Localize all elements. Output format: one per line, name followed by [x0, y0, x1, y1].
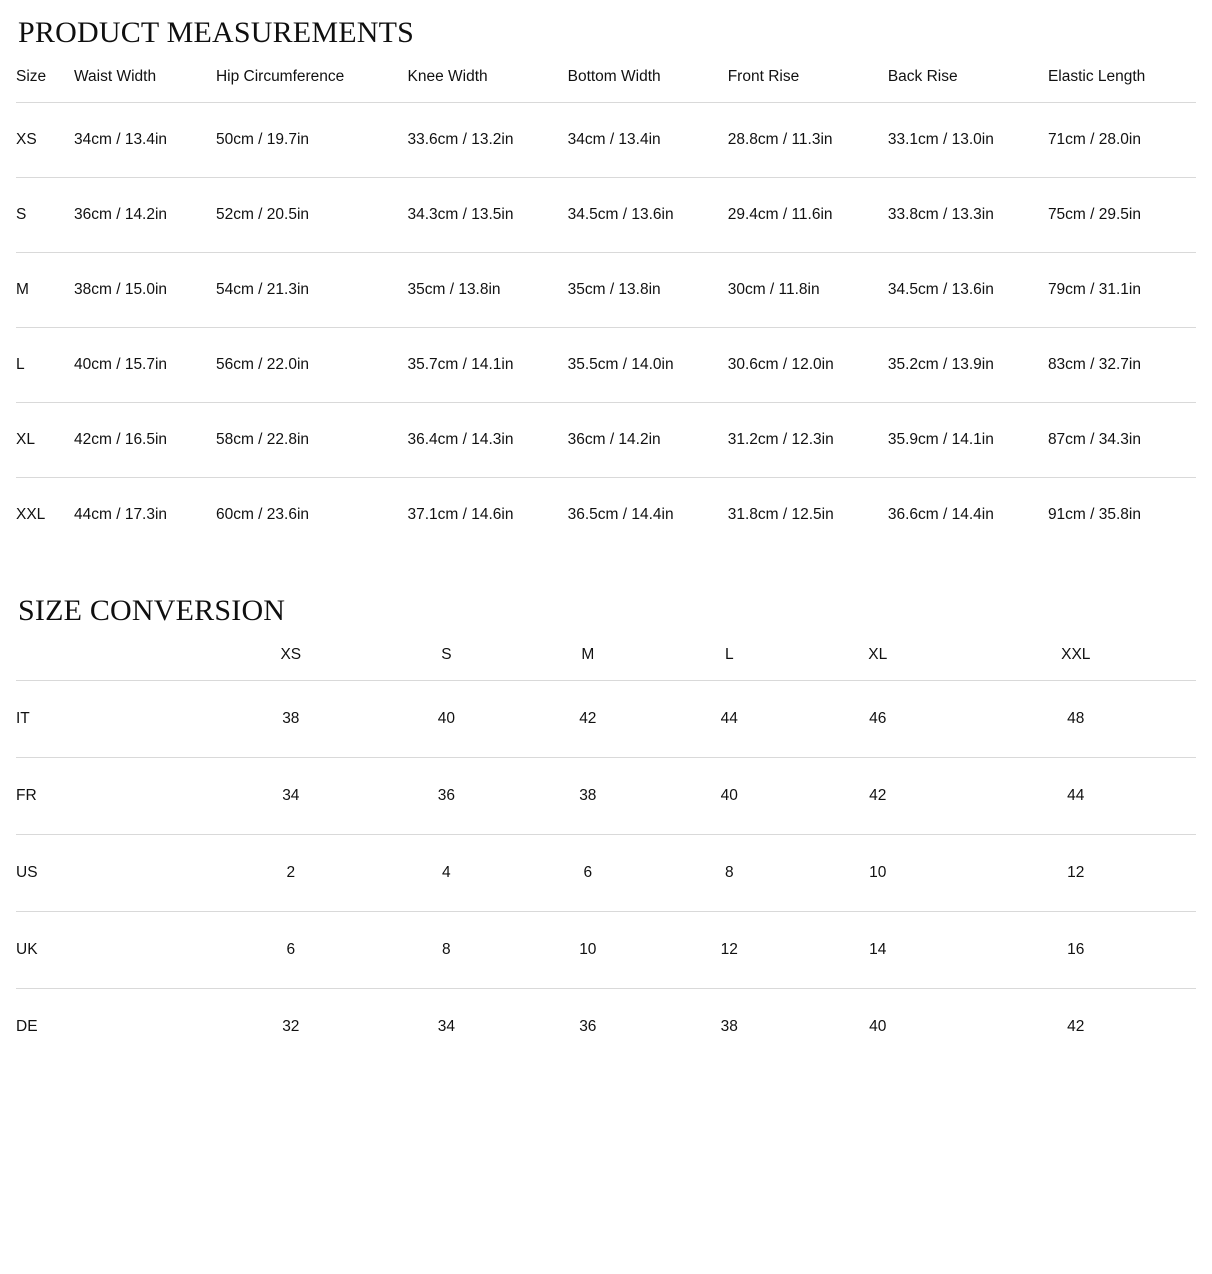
measurements-header-cell: Size	[16, 64, 74, 103]
measurements-table-body	[16, 103, 1196, 553]
measurements-cell: 35.7cm / 14.1in	[408, 328, 568, 403]
measurements-cell: 34.3cm / 13.5in	[408, 178, 568, 253]
measurements-cell: 35cm / 13.8in	[568, 253, 728, 328]
measurements-cell: 33.6cm / 13.2in	[408, 103, 568, 178]
measurements-cell: 31.8cm / 12.5in	[727, 506, 834, 523]
conversion-cell: 38	[517, 758, 658, 835]
conversion-header-cell: S	[376, 642, 517, 681]
table-row	[16, 328, 1196, 403]
table-row	[16, 681, 1196, 758]
measurements-header-cell: Elastic Length	[1048, 64, 1196, 103]
conversion-cell: 38	[206, 681, 376, 758]
measurements-cell: 58cm / 22.8in	[216, 403, 408, 478]
measurements-cell: 33.1cm / 13.0in	[888, 103, 1048, 178]
table-row	[16, 403, 1196, 478]
measurements-header-cell: Front Rise	[728, 64, 888, 103]
measurements-cell: 52cm / 20.5in	[216, 178, 408, 253]
table-row	[16, 912, 1196, 989]
measurements-cell: 30.6cm / 12.0in	[728, 328, 888, 403]
measurements-cell: 71cm / 28.0in	[1048, 103, 1196, 178]
conversion-cell: 36	[579, 1018, 597, 1035]
measurements-cell: 34cm / 13.4in	[74, 103, 216, 178]
conversion-cell: US	[16, 835, 206, 912]
conversion-header-cell: XXL	[956, 642, 1196, 681]
measurements-cell: 30cm / 11.8in	[728, 253, 888, 328]
conversion-cell: 2	[206, 835, 376, 912]
size-conversion-title: SIZE CONVERSION	[18, 594, 286, 627]
conversion-cell: 14	[800, 912, 956, 989]
measurements-cell: L	[16, 328, 74, 403]
measurements-header-cell: Hip Circumference	[216, 64, 408, 103]
table-row	[16, 103, 1196, 178]
table-row	[16, 835, 1196, 912]
conversion-cell: 40	[376, 681, 517, 758]
measurements-cell: XS	[16, 103, 74, 178]
measurements-cell: 75cm / 29.5in	[1048, 178, 1196, 253]
conversion-cell: 10	[800, 835, 956, 912]
conversion-cell: 40	[869, 1018, 887, 1035]
measurements-table-head	[16, 64, 1196, 103]
measurements-cell: 36.4cm / 14.3in	[408, 403, 568, 478]
conversion-header-cell	[16, 642, 206, 681]
conversion-cell: 42	[1067, 1018, 1085, 1035]
product-measurements-title: PRODUCT MEASUREMENTS	[18, 16, 415, 49]
conversion-cell: 38	[720, 1018, 738, 1035]
conversion-table-head	[16, 642, 1196, 681]
measurements-header-cell: Waist Width	[74, 64, 216, 103]
measurements-cell: 36.6cm / 14.4in	[887, 506, 994, 523]
measurements-cell: 50cm / 19.7in	[216, 103, 408, 178]
conversion-header-row	[16, 642, 1196, 681]
table-row	[16, 758, 1196, 835]
conversion-cell: 34	[206, 758, 376, 835]
conversion-cell: 42	[517, 681, 658, 758]
measurements-cell: 37.1cm / 14.6in	[407, 506, 514, 523]
measurements-header-cell: Back Rise	[888, 64, 1048, 103]
conversion-cell: 6	[517, 835, 658, 912]
conversion-table-body	[16, 681, 1196, 1066]
measurements-cell: 33.8cm / 13.3in	[888, 178, 1048, 253]
conversion-cell: 8	[376, 912, 517, 989]
measurements-cell: 91cm / 35.8in	[1047, 506, 1141, 523]
product-measurements-table	[16, 64, 1196, 552]
conversion-cell: 44	[956, 758, 1196, 835]
table-row	[16, 478, 1196, 553]
conversion-header-cell: L	[659, 642, 800, 681]
table-row	[16, 253, 1196, 328]
measurements-cell: 54cm / 21.3in	[216, 253, 408, 328]
measurements-cell: 35cm / 13.8in	[408, 253, 568, 328]
conversion-header-cell: XS	[206, 642, 376, 681]
measurements-cell: 36.5cm / 14.4in	[567, 506, 674, 523]
conversion-cell: 16	[956, 912, 1196, 989]
conversion-cell: 42	[800, 758, 956, 835]
conversion-cell: 44	[659, 681, 800, 758]
measurements-cell: M	[16, 253, 74, 328]
conversion-cell: 8	[659, 835, 800, 912]
measurements-cell: 42cm / 16.5in	[74, 403, 216, 478]
measurements-cell: 60cm / 23.6in	[215, 506, 310, 523]
measurements-cell: XXL	[16, 506, 46, 523]
measurements-cell: 34cm / 13.4in	[568, 103, 728, 178]
measurements-cell: 29.4cm / 11.6in	[728, 178, 888, 253]
table-row	[16, 989, 1196, 1066]
conversion-cell: 4	[376, 835, 517, 912]
conversion-cell: 36	[376, 758, 517, 835]
conversion-cell: 12	[659, 912, 800, 989]
measurements-header-cell: Bottom Width	[568, 64, 728, 103]
measurements-cell: 35.5cm / 14.0in	[568, 328, 728, 403]
conversion-header-cell: XL	[800, 642, 956, 681]
conversion-header-cell: M	[517, 642, 658, 681]
measurements-header-cell: Knee Width	[408, 64, 568, 103]
conversion-cell: 10	[517, 912, 658, 989]
measurements-cell: 83cm / 32.7in	[1048, 328, 1196, 403]
measurements-cell: XL	[16, 403, 74, 478]
table-row	[16, 178, 1196, 253]
conversion-cell: 34	[437, 1018, 455, 1035]
measurements-cell: 44cm / 17.3in	[74, 506, 168, 523]
conversion-cell: 6	[206, 912, 376, 989]
measurements-cell: 36cm / 14.2in	[74, 178, 216, 253]
measurements-cell: 34.5cm / 13.6in	[568, 178, 728, 253]
measurements-cell: 31.2cm / 12.3in	[728, 403, 888, 478]
conversion-cell: 32	[282, 1018, 300, 1035]
measurements-cell: 40cm / 15.7in	[74, 328, 216, 403]
measurements-cell: 56cm / 22.0in	[216, 328, 408, 403]
conversion-cell: 40	[659, 758, 800, 835]
measurements-cell: S	[16, 178, 74, 253]
measurements-cell: 36cm / 14.2in	[568, 403, 728, 478]
conversion-cell: DE	[16, 1018, 38, 1035]
measurements-cell: 35.9cm / 14.1in	[888, 403, 1048, 478]
measurements-cell: 28.8cm / 11.3in	[728, 103, 888, 178]
measurements-cell: 34.5cm / 13.6in	[888, 253, 1048, 328]
conversion-cell: 46	[800, 681, 956, 758]
conversion-cell: 48	[956, 681, 1196, 758]
measurements-cell: 35.2cm / 13.9in	[888, 328, 1048, 403]
conversion-cell: FR	[16, 758, 206, 835]
measurements-header-row	[16, 64, 1196, 103]
measurements-cell: 38cm / 15.0in	[74, 253, 216, 328]
conversion-cell: IT	[16, 681, 206, 758]
conversion-cell: UK	[16, 912, 206, 989]
conversion-cell: 12	[956, 835, 1196, 912]
measurements-cell: 87cm / 34.3in	[1048, 403, 1196, 478]
size-conversion-table	[16, 642, 1196, 1065]
measurements-cell: 79cm / 31.1in	[1048, 253, 1196, 328]
